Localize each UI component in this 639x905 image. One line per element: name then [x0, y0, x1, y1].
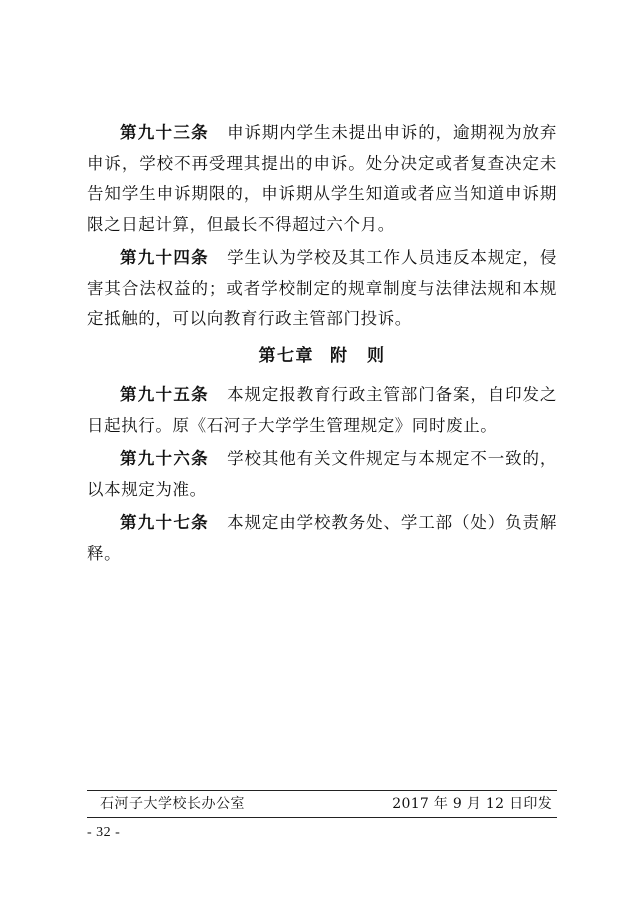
article-number: 第九十五条 [120, 385, 209, 404]
footer-top-rule [87, 790, 557, 791]
article-number: 第九十三条 [120, 123, 209, 142]
chapter-number: 第七章 [258, 345, 314, 366]
article-number: 第九十六条 [120, 449, 209, 468]
article-97 [87, 508, 557, 569]
footer-office: 石河子大学校长办公室 [100, 796, 245, 812]
footer-date: 2017 年 9 月 12 日印发 [392, 796, 552, 812]
article-94 [87, 243, 557, 335]
article-95 [87, 380, 557, 441]
article-text: 学校其他有关文件规定与本规定不一致的，以本规定为准。 [87, 449, 557, 499]
footer [100, 793, 552, 815]
article-93 [87, 118, 557, 240]
article-text: 学生认为学校及其工作人员违反本规定，侵害其合法权益的；或者学校制定的规章制度与法律法规和本规定抵触的，可以向教育行政主管部门投诉。 [87, 248, 557, 328]
article-number: 第九十四条 [120, 248, 209, 267]
article-text: 本规定报教育行政主管部门备案，自印发之日起执行。原《石河子大学学生管理规定》同时废止。 [87, 385, 557, 435]
document-body [87, 118, 557, 572]
article-text: 本规定由学校教务处、学工部（处）负责解释。 [87, 513, 557, 563]
footer-bottom-rule [87, 817, 557, 818]
chapter-title: 附 则 [330, 345, 386, 366]
article-96 [87, 444, 557, 505]
chapter-heading [87, 341, 557, 372]
article-number: 第九十七条 [120, 513, 209, 532]
page-number: - 32 - [87, 825, 121, 840]
article-text: 申诉期内学生未提出申诉的，逾期视为放弃申诉，学校不再受理其提出的申诉。处分决定或者复查决定未告知学生申诉期限的，申诉期从学生知道或者应当知道申诉期限之日起计算，但最长不得超过六个月。 [87, 123, 557, 234]
